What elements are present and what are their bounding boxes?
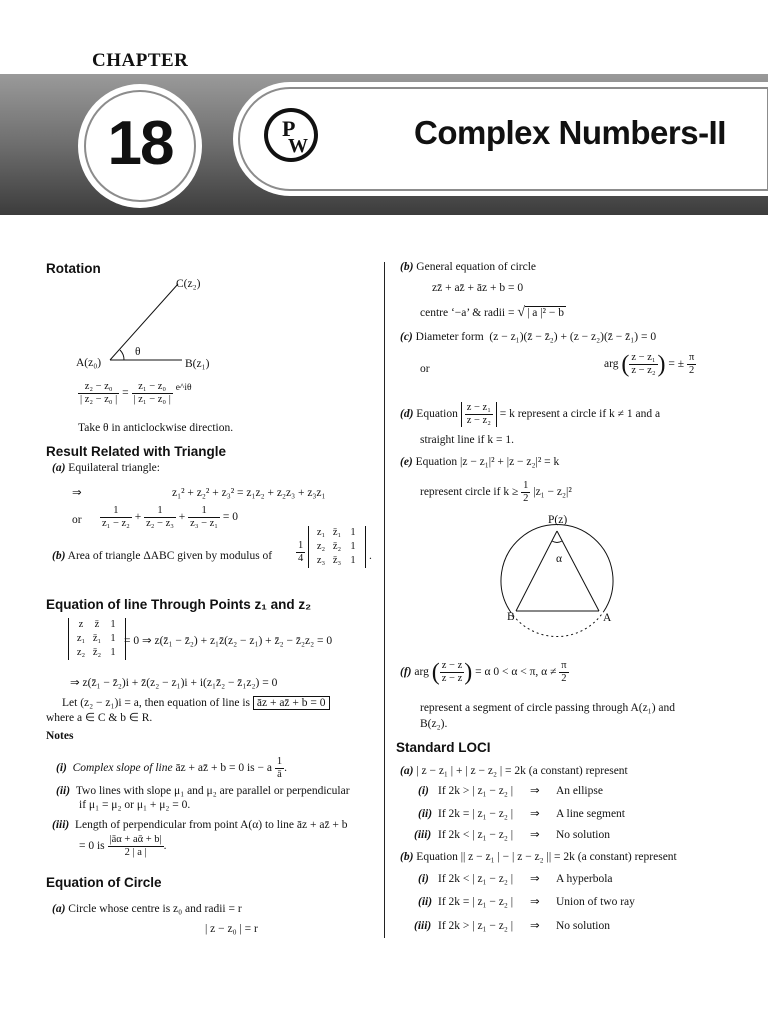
diameter-arg: arg ( $\frac{\text{z − z₁}}{\text{z − z₂}}$ ) = ± $\frac{\pi}{2}$ [604, 351, 695, 378]
area-quarter: $\frac{1}{4}$ [298, 540, 304, 564]
chapter-label: CHAPTER [92, 50, 189, 71]
circle-f: (f) arg ( $\frac{z - z}{z - z}$ ) = α 0 < α < π, α ≠ $\frac{\pi}{2}$ [400, 659, 567, 686]
loci-a-item: (ii) If 2k = | z₁ − z₂ | ⇒ A line segment [418, 808, 625, 820]
diameter-form: (c) Diameter form (z − z₁)(z̄ − z̄₂) + (z − z₂)(z̄ − z̄₁) = 0 [400, 331, 657, 343]
loci-b-item: (iii) If 2k > | z₁ − z₂ | ⇒ No solution [414, 920, 610, 932]
angle-theta: θ [135, 346, 141, 358]
triangle-heading: Result Related with Triangle [46, 444, 227, 459]
line-det-result: = 0 ⇒ z(z̄₁ − z̄₂) + z₁z̄(z₂ − z₁) + z̄₂ − z̄₂z₂ = 0 [124, 635, 333, 647]
rotation-figure [76, 272, 256, 372]
circle-a-eq: | z − z₀ | = r [205, 923, 258, 935]
svg-text:W: W [288, 135, 308, 157]
note-ii: (ii) Two lines with slope μ₁ and μ₂ are parallel or perpendicular [56, 785, 350, 797]
fig-label-b: B [507, 611, 515, 623]
circle-b: (b) General equation of circle [400, 261, 537, 273]
chapter-title: Complex Numbers-II [414, 114, 726, 151]
line-heading: Equation of line Through Points z₁ and z₂ [46, 597, 312, 612]
rotation-heading: Rotation [46, 261, 101, 276]
area-determinant: z₁ z̄₁ 1 z₂ z̄₂ 1 z₃ z̄₃ 1 [308, 526, 366, 568]
column-divider [384, 262, 385, 938]
diameter-or: or [420, 363, 430, 375]
circle-a: (a) Circle whose centre is z₀ and radii = r [52, 903, 242, 915]
area-period: . [369, 550, 372, 562]
triangle-implies: ⇒ [72, 487, 82, 499]
circle-d-cont: straight line if k = 1. [420, 434, 514, 446]
rotation-formula: $\frac{\text{z₂ − z₀}}{\text{| z₂ − z₀ |}}$ = $\frac{\text{z₁ − z₀}}{\text{| z₁ − z₀ |}}$ $^{e\^{}i\theta}$ [80, 381, 192, 405]
circle-e: (e) Equation |z − z₁|² + |z − z₂|² = k [400, 456, 560, 468]
svg-text:P: P [282, 116, 296, 141]
label-c: C(z₂) [176, 278, 201, 290]
note-ii-cont: if μ₁ = μ₂ or μ₁ + μ₂ = 0. [79, 799, 191, 811]
triangle-b: (b) Area of triangle ΔABC given by modulus of [52, 550, 273, 562]
pw-logo [262, 106, 320, 164]
fig-label-p: P(z) [548, 514, 568, 526]
circle-d: (d) Equation $\frac{\text{z − z₁}}{\text{z − z₂}}$ = k represent a circle if k ≠ 1 and a [400, 402, 661, 426]
equilateral-fraction-eq: $\frac{1}{\text{z₁ − z₂}}$ + $\frac{1}{\text{z₂ − z₃}}$ + $\frac{1}{\text{z₃ − z₁}}$ = 0 [102, 505, 238, 529]
fig-label-a: A [603, 612, 612, 624]
line-where: where a ∈ C & b ∈ R. [46, 712, 153, 724]
line-determinant: z z̄ 1 z₁ z̄₁ 1 z₂ z̄₂ 1 [68, 618, 126, 660]
general-circle-eq: zz̄ + az̄ + āz + b = 0 [432, 282, 524, 294]
fig-label-alpha: α [556, 553, 563, 565]
loci-a-item: (iii) If 2k < | z₁ − z₂ | ⇒ No solution [414, 829, 610, 841]
circle-f-text2: B(z₂). [420, 718, 448, 730]
triangle-or: or [72, 514, 82, 526]
loci-b: (b) Equation || z − z₁ | − | z − z₂ || = 2k (a constant) represent [400, 851, 677, 863]
loci-b-item: (ii) If 2k = | z₁ − z₂ | ⇒ Union of two ray [418, 896, 635, 908]
line-let: Let (z₂ − z₁)i = a, then equation of line is āz + az̄ + b = 0 [62, 696, 330, 710]
note-iii-cont: = 0 is $\frac{\text{|āα + aᾱ + b|}}{2 | a |}$ . [79, 834, 167, 858]
label-b: B(z₁) [185, 358, 210, 370]
equilateral-eq: z₁² + z₂² + z₃² = z₁z₂ + z₂z₃ + z₃z₁ [172, 487, 326, 499]
notes-heading: Notes [46, 730, 74, 742]
line-implies: ⇒ z(z̄₁ − z̄₂)i + z̄(z₂ − z₁)i + i(z₁z̄₂ − z̄₁z₂) = 0 [70, 677, 278, 689]
triangle-a: (a) Equilateral triangle: [52, 462, 160, 474]
loci-a-item: (i) If 2k > | z₁ − z₂ | ⇒ An ellipse [418, 785, 603, 797]
chapter-number: 18 [107, 109, 173, 178]
note-iii: (iii) Length of perpendicular from point A(α) to line āz + az̄ + b [52, 819, 348, 831]
general-circle-centre: centre ‘−a’ & radii = √ | a |² − b [420, 305, 564, 320]
rotation-note: Take θ in anticlockwise direction. [78, 422, 234, 434]
circle-f-text: represent a segment of circle passing through A(z₁) and [420, 702, 676, 714]
circle-e-cond: represent circle if k ≥ $\frac{1}{2}$ |z₁ − z₂|² [420, 480, 572, 504]
loci-a: (a) | z − z₁ | + | z − z₂ | = 2k (a constant) represent [400, 765, 628, 777]
label-a: A(z₀) [76, 357, 102, 369]
loci-b-item: (i) If 2k < | z₁ − z₂ | ⇒ A hyperbola [418, 873, 613, 885]
note-i: (i) Complex slope of line āz + az̄ + b = 0 is − a $\frac{1}{ā}$ . [56, 756, 287, 780]
circle-heading: Equation of Circle [46, 875, 162, 890]
loci-heading: Standard LOCI [396, 740, 491, 755]
